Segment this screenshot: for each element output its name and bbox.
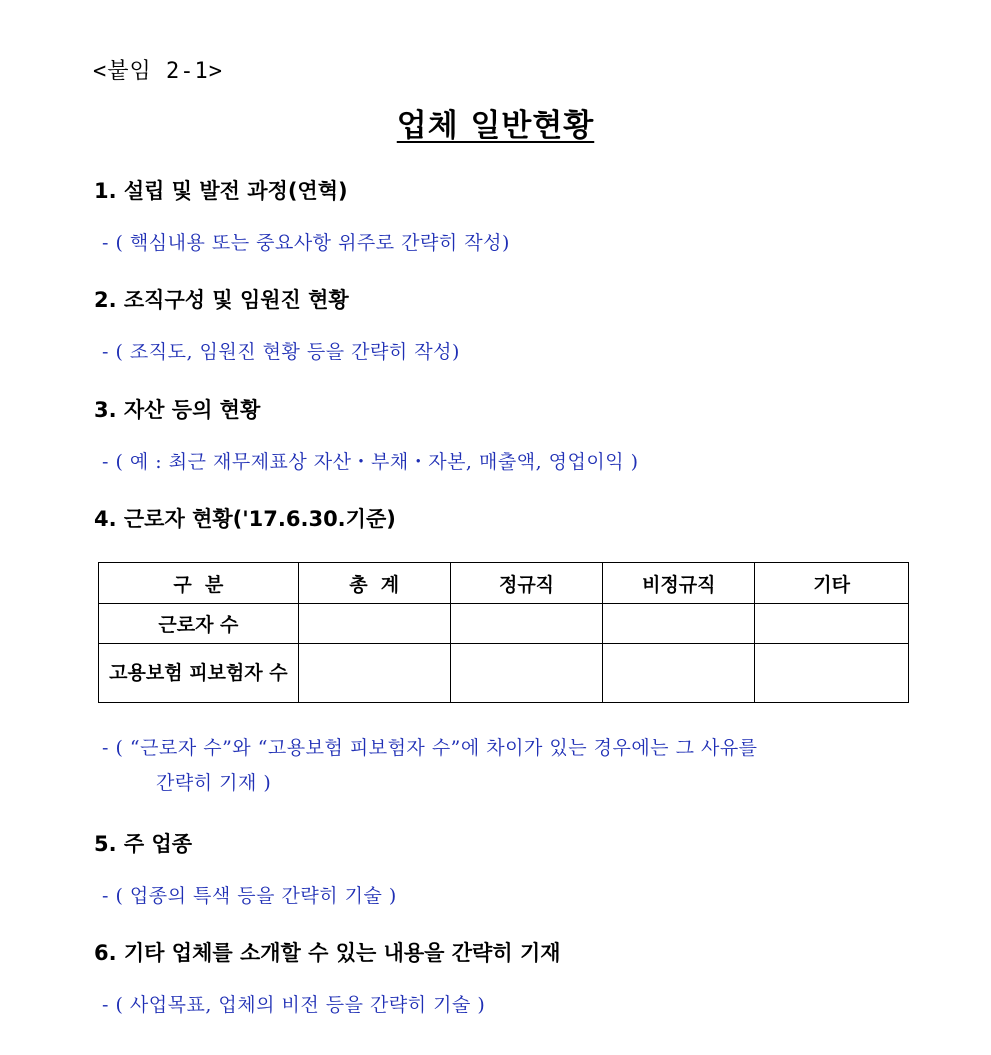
section-4-heading: 4. 근로자 현황('17.6.30.기준) xyxy=(94,507,396,531)
section-2-note: - ( 조직도, 임원진 현황 등을 간략히 작성) xyxy=(102,341,460,363)
cell-workers-other[interactable] xyxy=(755,604,909,644)
section-5-note: - ( 업종의 특색 등을 간략히 기술 ) xyxy=(102,885,397,907)
section-1-note: - ( 핵심내용 또는 중요사항 위주로 간략히 작성) xyxy=(102,232,510,254)
cell-insured-regular[interactable] xyxy=(450,644,603,703)
cell-insured-other[interactable] xyxy=(755,644,909,703)
header-other: 기타 xyxy=(755,563,909,604)
cell-workers-nonregular[interactable] xyxy=(603,604,755,644)
section-2-heading: 2. 조직구성 및 임원진 현황 xyxy=(94,288,349,312)
section-6-heading: 6. 기타 업체를 소개할 수 있는 내용을 간략히 기재 xyxy=(94,941,561,965)
workers-table xyxy=(98,562,909,703)
section-6-note: - ( 사업목표, 업체의 비전 등을 간략히 기술 ) xyxy=(102,994,486,1016)
section-1-heading: 1. 설립 및 발전 과정(연혁) xyxy=(94,179,348,203)
cell-workers-total[interactable] xyxy=(298,604,450,644)
header-regular: 정규직 xyxy=(450,563,603,604)
page-title xyxy=(0,100,991,145)
section-5-heading: 5. 주 업종 xyxy=(94,832,193,856)
section-4-note xyxy=(102,731,902,801)
cell-insured-nonregular[interactable] xyxy=(603,644,755,703)
row-label-insured: 고용보험 피보험자 수 xyxy=(99,644,299,703)
table-row xyxy=(99,604,909,644)
header-category: 구 분 xyxy=(99,563,299,604)
cell-insured-total[interactable] xyxy=(298,644,450,703)
attachment-label: <붙임 2-1> xyxy=(93,59,223,84)
page-title-text: 업체 일반현황 xyxy=(396,108,595,144)
table-row xyxy=(99,644,909,703)
section-4-note-line1: - ( “근로자 수”와 “고용보험 피보험자 수”에 차이가 있는 경우에는 그 사유를 xyxy=(102,737,758,759)
cell-workers-regular[interactable] xyxy=(450,604,603,644)
header-nonregular: 비정규직 xyxy=(603,563,755,604)
section-3-note: - ( 예 : 최근 재무제표상 자산・부채・자본, 매출액, 영업이익 ) xyxy=(102,451,639,473)
section-3-heading: 3. 자산 등의 현황 xyxy=(94,398,261,422)
header-total: 총 계 xyxy=(298,563,450,604)
table-header-row xyxy=(99,563,909,604)
row-label-workers: 근로자 수 xyxy=(99,604,299,644)
section-4-note-line2: 간략히 기재 ) xyxy=(156,772,272,794)
